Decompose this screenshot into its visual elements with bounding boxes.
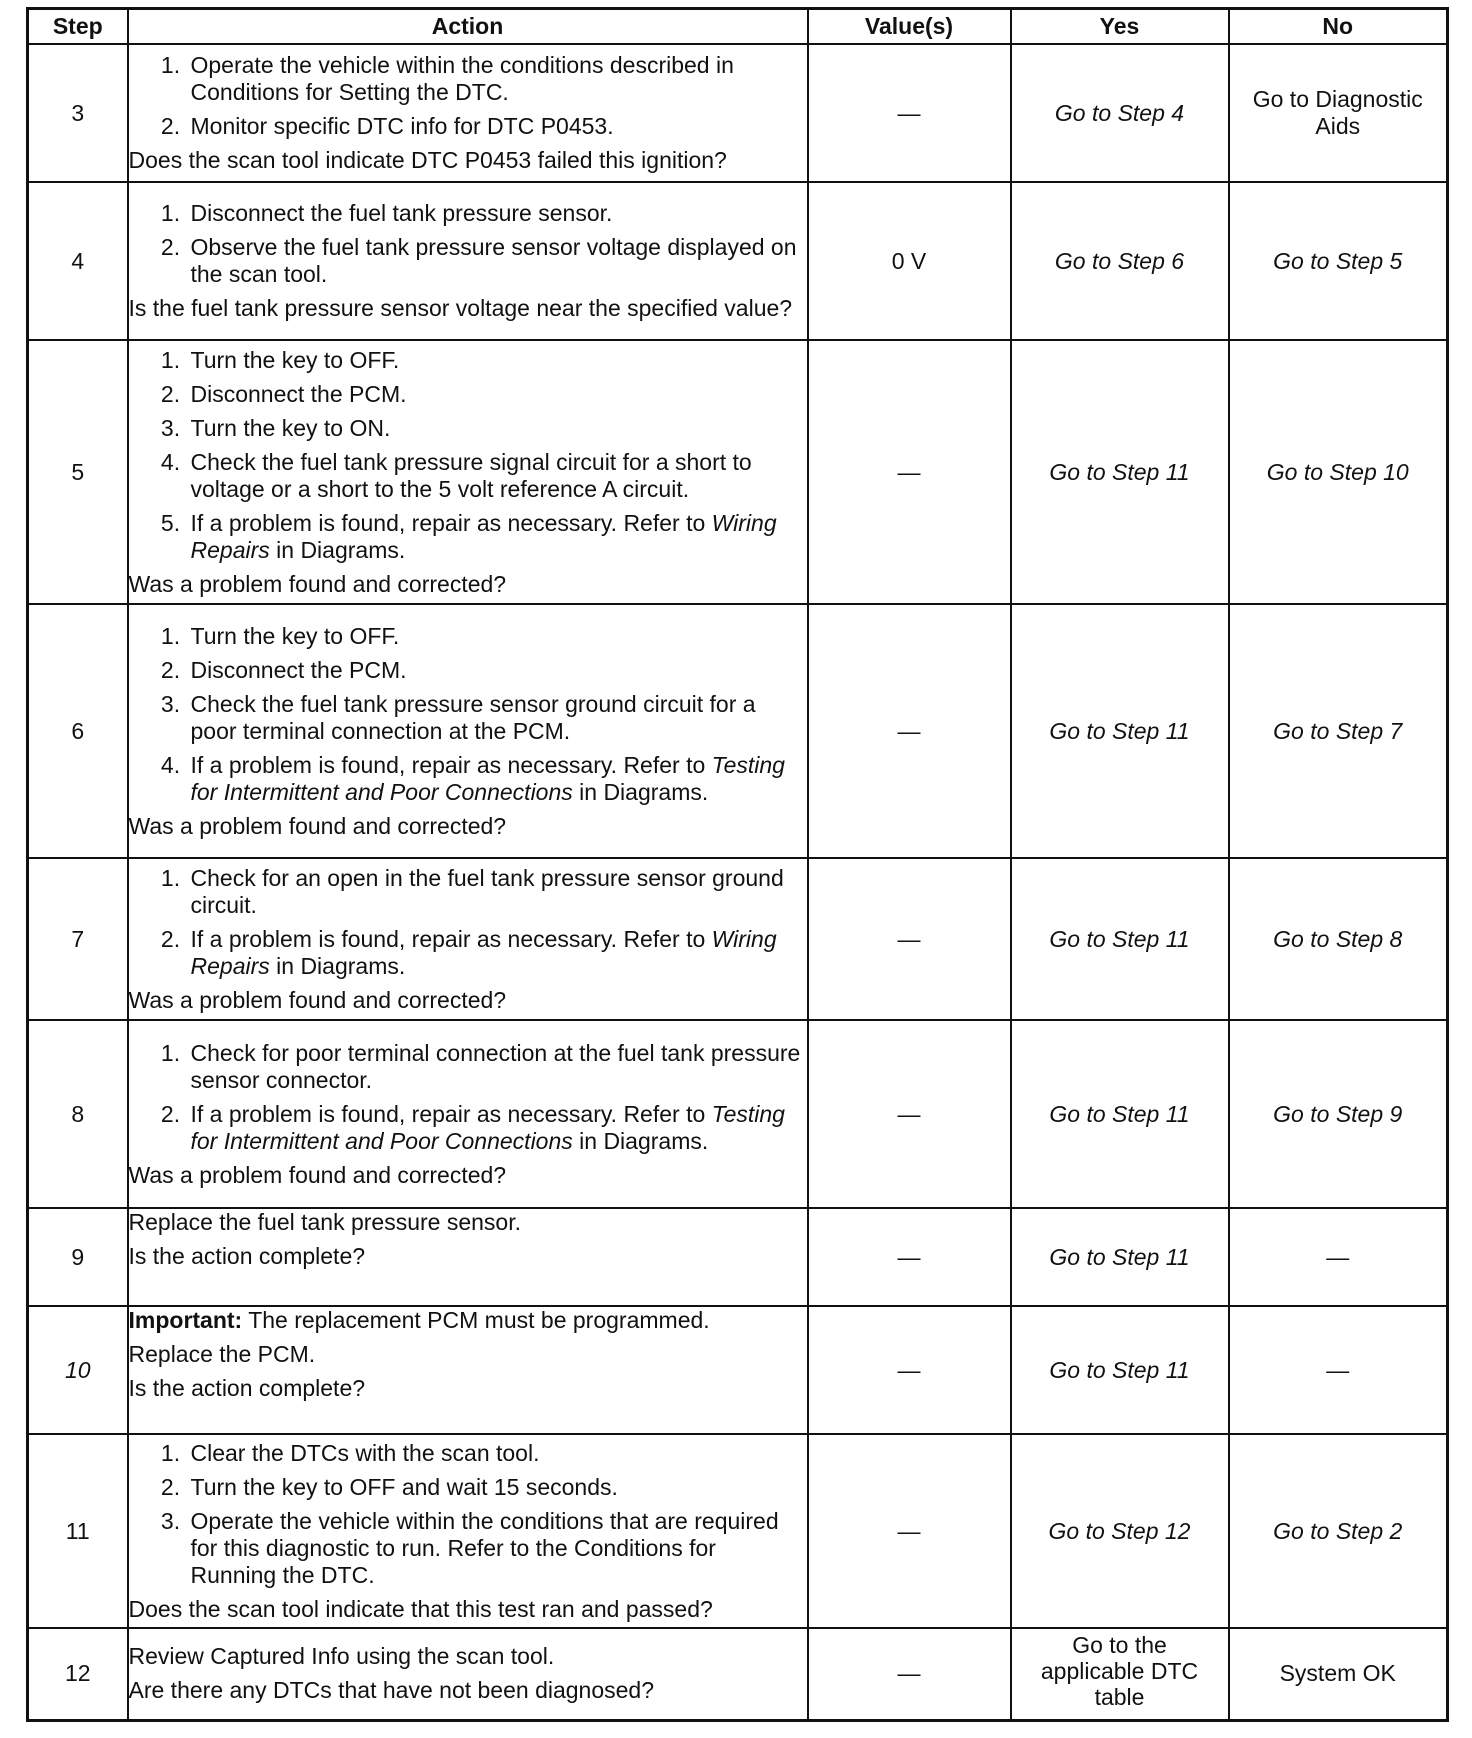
- reference-link[interactable]: Wiring Repairs: [190, 925, 777, 979]
- action-question: Was a problem found and corrected?: [128, 986, 507, 1013]
- action-item-text: If a problem is found, repair as necessary. Refer to: [190, 509, 706, 536]
- action-item: [187, 1101, 807, 1155]
- yes-cell: Go to Step 6: [1011, 182, 1229, 340]
- action-item: 2. Disconnect the PCM.: [187, 657, 807, 684]
- step-number: 4: [28, 182, 128, 340]
- action-text: Replace the PCM.: [128, 1341, 316, 1367]
- action-item: 3. Operate the vehicle within the conditions that are required for this diagnostic to run. Refer to the Conditions for Running the DTC.: [187, 1508, 807, 1589]
- action-cell: [128, 858, 808, 1020]
- action-item: 2. Disconnect the PCM.: [187, 381, 807, 408]
- action-question: Are there any DTCs that have not been diagnosed?: [128, 1677, 655, 1704]
- action-item: 4. Check the fuel tank pressure signal circuit for a short to voltage or a short to the 5 volt reference A circuit.: [187, 449, 807, 503]
- yes-cell: Go to Step 11: [1011, 604, 1229, 858]
- action-question: Is the action complete?: [128, 1375, 366, 1401]
- important-text: The replacement PCM must be programmed.: [248, 1307, 710, 1333]
- yes-cell: Go to the applicable DTC table: [1011, 1628, 1229, 1720]
- no-cell: Go to Step 10: [1229, 340, 1448, 604]
- table-row-step-7: [28, 858, 1448, 1020]
- action-item: 2. Monitor specific DTC info for DTC P0453.: [187, 113, 807, 140]
- action-item: 1. Turn the key to OFF.: [187, 347, 807, 374]
- diagnostic-table-sheet: [26, 7, 1446, 1722]
- no-cell: Go to Step 7: [1229, 604, 1448, 858]
- table-row-step-8: [28, 1020, 1448, 1208]
- yes-cell: Go to Step 4: [1011, 44, 1229, 182]
- important-label: Important:: [128, 1307, 243, 1333]
- yes-cell: Go to Step 11: [1011, 1208, 1229, 1306]
- action-item-text: If a problem is found, repair as necessary. Refer to: [190, 925, 706, 952]
- action-item-text: If a problem is found, repair as necessary. Refer to: [190, 1100, 706, 1127]
- table-row-step-9: [28, 1208, 1448, 1306]
- value-cell: —: [808, 604, 1011, 858]
- action-item: [187, 752, 807, 806]
- action-cell: [128, 1434, 808, 1628]
- table-header-row: [28, 9, 1448, 45]
- reference-link[interactable]: Testing for Intermittent and Poor Connections: [190, 751, 785, 805]
- action-item: 1. Disconnect the fuel tank pressure sensor.: [187, 200, 807, 227]
- action-cell: [128, 1208, 808, 1306]
- value-cell: —: [808, 858, 1011, 1020]
- step-number: 10: [28, 1306, 128, 1434]
- action-item-text: in Diagrams.: [579, 1127, 709, 1154]
- action-item: 1. Turn the key to OFF.: [187, 623, 807, 650]
- action-text: Replace the fuel tank pressure sensor.: [128, 1209, 522, 1235]
- action-item: 1. Check for an open in the fuel tank pressure sensor ground circuit.: [187, 865, 807, 919]
- action-item: [187, 510, 807, 564]
- action-item: 1. Operate the vehicle within the conditions described in Conditions for Setting the DTC.: [187, 52, 807, 106]
- no-cell: Go to Step 9: [1229, 1020, 1448, 1208]
- header-yes: Yes: [1011, 9, 1229, 45]
- action-question: Does the scan tool indicate DTC P0453 failed this ignition?: [128, 147, 727, 173]
- action-question: Was a problem found and corrected?: [128, 1161, 507, 1188]
- action-item: 1. Clear the DTCs with the scan tool.: [187, 1440, 807, 1467]
- action-cell: [128, 44, 808, 182]
- action-cell: [128, 182, 808, 340]
- table-row-step-10: [28, 1306, 1448, 1434]
- reference-link[interactable]: Wiring Repairs: [190, 509, 777, 563]
- header-step: Step: [28, 9, 128, 45]
- no-cell: System OK: [1229, 1628, 1448, 1720]
- action-item-text: in Diagrams.: [276, 952, 406, 979]
- diagnostic-table: [26, 7, 1449, 1722]
- action-question: Was a problem found and corrected?: [128, 570, 507, 597]
- value-cell: —: [808, 1208, 1011, 1306]
- action-question: Was a problem found and corrected?: [128, 812, 507, 839]
- yes-cell: Go to Step 11: [1011, 858, 1229, 1020]
- action-cell: [128, 604, 808, 858]
- no-cell: Go to Step 5: [1229, 182, 1448, 340]
- step-number: 8: [28, 1020, 128, 1208]
- action-question: Does the scan tool indicate that this test ran and passed?: [128, 1595, 713, 1622]
- action-question: Is the action complete?: [128, 1243, 366, 1269]
- value-cell: —: [808, 340, 1011, 604]
- step-number: 5: [28, 340, 128, 604]
- header-values: Value(s): [808, 9, 1011, 45]
- no-cell: Go to Diagnostic Aids: [1229, 44, 1448, 182]
- step-number: 6: [28, 604, 128, 858]
- action-cell: [128, 1020, 808, 1208]
- no-cell: —: [1229, 1306, 1448, 1434]
- table-row-step-3: [28, 44, 1448, 182]
- action-item: 3. Check the fuel tank pressure sensor ground circuit for a poor terminal connection at the PCM.: [187, 691, 807, 745]
- table-row-step-5: [28, 340, 1448, 604]
- step-number: 12: [28, 1628, 128, 1720]
- value-cell: —: [808, 44, 1011, 182]
- table-row-step-4: [28, 182, 1448, 340]
- action-cell: [128, 1628, 808, 1720]
- value-cell: —: [808, 1434, 1011, 1628]
- table-row-step-12: [28, 1628, 1448, 1720]
- no-cell: Go to Step 8: [1229, 858, 1448, 1020]
- action-question: Is the fuel tank pressure sensor voltage near the specified value?: [128, 295, 793, 321]
- action-item: 2. Observe the fuel tank pressure sensor voltage displayed on the scan tool.: [187, 234, 807, 288]
- step-number: 11: [28, 1434, 128, 1628]
- yes-cell: Go to Step 11: [1011, 1020, 1229, 1208]
- header-no: No: [1229, 9, 1448, 45]
- value-cell: 0 V: [808, 182, 1011, 340]
- value-cell: —: [808, 1306, 1011, 1434]
- step-number: 9: [28, 1208, 128, 1306]
- yes-cell: Go to Step 11: [1011, 340, 1229, 604]
- yes-cell: Go to Step 11: [1011, 1306, 1229, 1434]
- reference-link[interactable]: Testing for Intermittent and Poor Connections: [190, 1100, 785, 1154]
- action-text: Review Captured Info using the scan tool.: [128, 1643, 555, 1670]
- action-item: 3. Turn the key to ON.: [187, 415, 807, 442]
- yes-cell: Go to Step 12: [1011, 1434, 1229, 1628]
- header-action: Action: [128, 9, 808, 45]
- table-row-step-6: [28, 604, 1448, 858]
- action-item-text: If a problem is found, repair as necessary. Refer to: [190, 751, 706, 778]
- no-cell: Go to Step 2: [1229, 1434, 1448, 1628]
- value-cell: —: [808, 1628, 1011, 1720]
- action-cell: [128, 340, 808, 604]
- action-item: 2. Turn the key to OFF and wait 15 seconds.: [187, 1474, 807, 1501]
- action-item: 1. Check for poor terminal connection at the fuel tank pressure sensor connector.: [187, 1040, 807, 1094]
- table-row-step-11: [28, 1434, 1448, 1628]
- step-number: 3: [28, 44, 128, 182]
- action-item: [187, 926, 807, 980]
- step-number: 7: [28, 858, 128, 1020]
- no-cell: —: [1229, 1208, 1448, 1306]
- important-note: [129, 1307, 807, 1334]
- value-cell: —: [808, 1020, 1011, 1208]
- action-item-text: in Diagrams.: [579, 778, 709, 805]
- action-item-text: in Diagrams.: [276, 536, 406, 563]
- action-cell: [128, 1306, 808, 1434]
